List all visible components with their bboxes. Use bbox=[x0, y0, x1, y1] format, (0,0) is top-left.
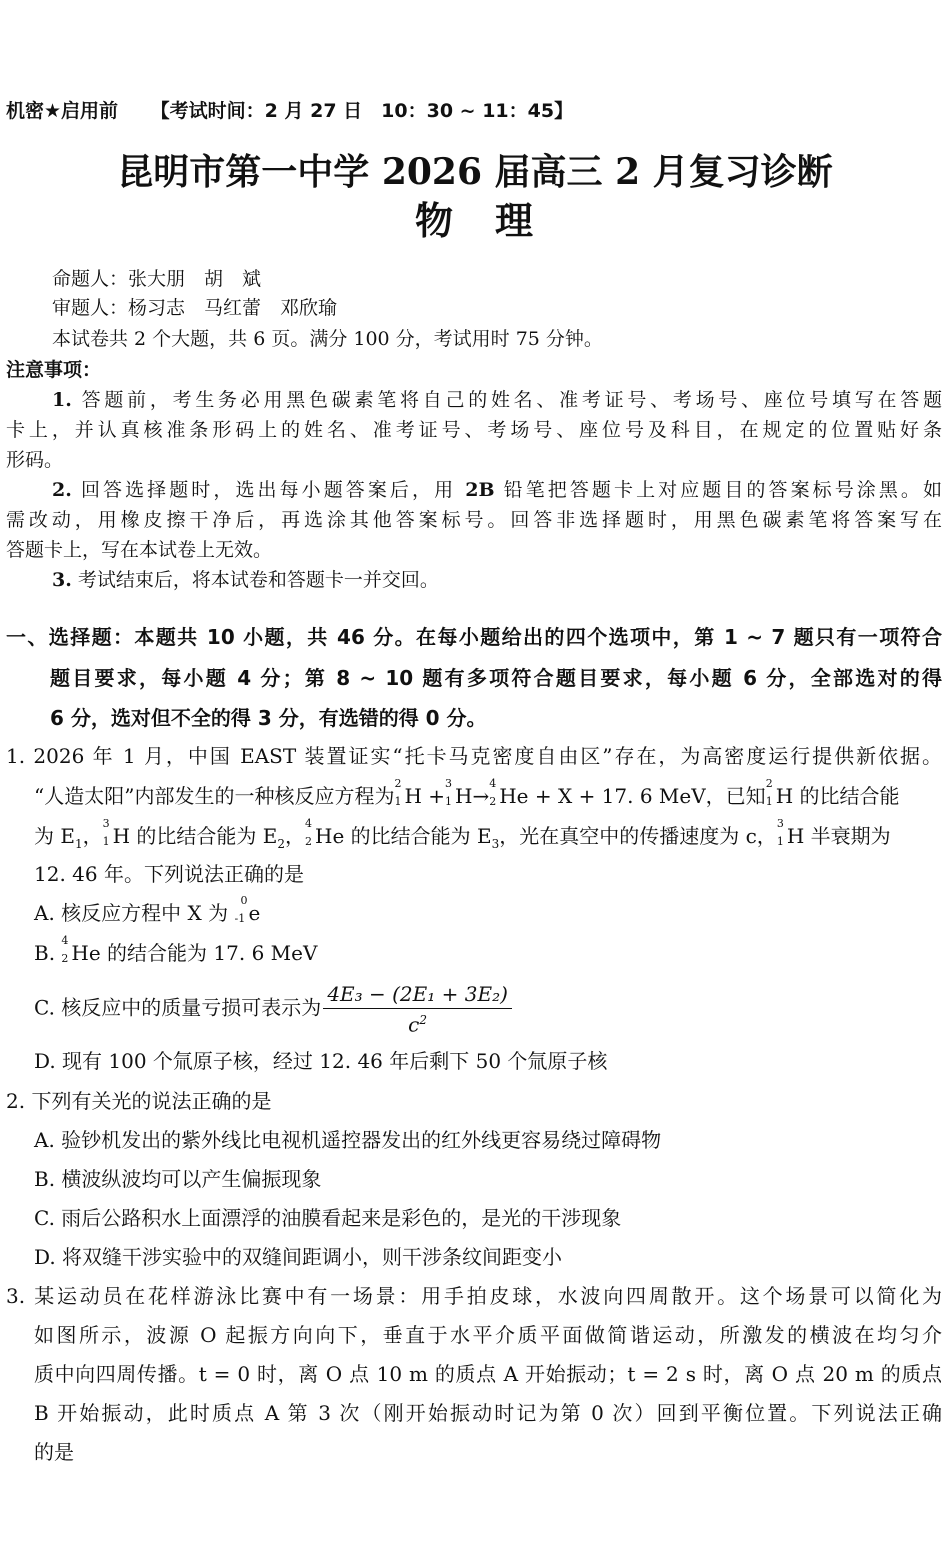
q1-option-b[interactable] bbox=[34, 934, 318, 965]
section-1-line-2: 题目要求，每小题 4 分；第 8 ~ 10 题有多项符合题目要求，每小题 6 分，全部选对的得 bbox=[50, 666, 942, 690]
note-3-number: 3. bbox=[52, 569, 72, 591]
section-1-line-1: 一、选择题：本题共 10 小题，共 46 分。在每小题给出的四个选项中，第 1 ~ 7 题只有一项符合 bbox=[6, 625, 942, 649]
header bbox=[6, 99, 573, 123]
note-2-line-2: 需改动，用橡皮擦干净后，再选涂其他答案标号。回答非选择题时，用黑色碳素笔将答案写在 bbox=[6, 509, 942, 531]
note-2-text-c: 铅笔把答题卡上对应题目的答案标号涂黑。如 bbox=[494, 479, 942, 501]
q1-option-d[interactable]: D. 现有 100 个氚原子核，经过 12. 46 年后剩下 50 个氚原子核 bbox=[34, 1049, 608, 1073]
note-2-number: 2. bbox=[52, 479, 72, 501]
note-1-number: 1. bbox=[52, 389, 72, 411]
note-1-line-2: 卡上，并认真核准条形码上的姓名、准考证号、考场号、座位号及科目，在规定的位置贴好条 bbox=[6, 419, 942, 441]
fraction-denominator: $c^2$ bbox=[408, 1012, 428, 1037]
q1-text-c: ，光在真空中的传播速度为 c， bbox=[499, 824, 777, 848]
q1-option-a[interactable] bbox=[34, 894, 261, 925]
q1-sep: ， bbox=[82, 824, 103, 848]
fraction-numerator: 4E₃ − (2E₁ + 3E₂) bbox=[323, 982, 512, 1009]
subject-title: 物 理 bbox=[414, 198, 535, 243]
exam-time: 【考试时间：2 月 27 日 10：30 ~ 11：45】 bbox=[150, 100, 574, 122]
exam-info: 本试卷共 2 个大题，共 6 页。满分 100 分，考试用时 75 分钟。 bbox=[52, 328, 603, 350]
note-1-line-3: 形码。 bbox=[6, 449, 64, 471]
page-title: 昆明市第一中学 2026 届高三 2 月复习诊断 bbox=[117, 151, 833, 193]
q1-line-3 bbox=[34, 817, 891, 856]
nuclide-tritium-3: 3 1 H 半衰期为 bbox=[776, 817, 891, 848]
note-3 bbox=[52, 568, 439, 592]
notes-heading: 注意事项： bbox=[6, 359, 102, 381]
q1-e1-label: 为 E bbox=[34, 824, 75, 848]
q3-line-4: B 开始振动，此时质点 A 第 3 次（刚开始振动时记为第 0 次）回到平衡位置。下列说法正确 bbox=[34, 1401, 942, 1425]
subscript: 3 bbox=[491, 837, 500, 851]
q1-text: “人造太阳”内部发生的一种核反应方程为 bbox=[34, 784, 395, 808]
note-2-line-1 bbox=[52, 478, 942, 502]
confidential-label: 机密★启用前 bbox=[6, 100, 119, 122]
q3-line-3: 质中向四周传播。t = 0 时，离 O 点 10 m 的质点 A 开始振动；t = 2 s 时，离 O 点 20 m 的质点 bbox=[34, 1362, 942, 1386]
nuclide-electron: 0 -1 e bbox=[234, 894, 261, 925]
q3-line-2: 如图所示，波源 O 起振方向向下，垂直于水平介质平面做简谐运动，所激发的横波在均匀介 bbox=[34, 1323, 942, 1347]
nuclide-helium-2: 4 2 He 的比结合能为 E bbox=[305, 817, 492, 848]
q1-option-c[interactable] bbox=[34, 982, 512, 1036]
note-1-text: 答题前，考生务必用黑色碳素笔将自己的姓名、准考证号、考场号、座位号填写在答题 bbox=[71, 389, 942, 411]
option-a-text: A. 核反应方程中 X 为 bbox=[34, 901, 229, 925]
section-1-line-3: 6 分，选对但不全的得 3 分，有选错的得 0 分。 bbox=[50, 706, 487, 730]
q1-line-4: 12. 46 年。下列说法正确的是 bbox=[34, 862, 304, 886]
q2-option-b[interactable]: B. 横波纵波均可以产生偏振现象 bbox=[34, 1167, 322, 1191]
option-b-label: B. bbox=[34, 941, 56, 965]
nuclide-deuterium: 2 1 H + bbox=[394, 777, 446, 808]
nuclide-tritium-2: 3 1 H 的比结合能为 E bbox=[102, 817, 278, 848]
note-2-text-a: 回答选择题时，选出每小题答案后，用 bbox=[71, 479, 466, 501]
nuclide-helium-3: 4 2 He 的结合能为 17. 6 MeV bbox=[61, 934, 318, 965]
q1-line-2 bbox=[34, 777, 900, 808]
option-c-text: C. 核反应中的质量亏损可表示为 bbox=[34, 995, 322, 1020]
note-3-text: 考试结束后，将本试卷和答题卡一并交回。 bbox=[71, 569, 439, 591]
q1-sep: ， bbox=[285, 824, 306, 848]
q3-line-1: 3. 某运动员在花样游泳比赛中有一场景：用手拍皮球，水波向四周散开。这个场景可以简化为 bbox=[6, 1284, 942, 1308]
nuclide-deuterium-2: 2 1 H 的比结合能 bbox=[765, 777, 900, 808]
subscript: 1 bbox=[74, 837, 83, 851]
q2-option-c[interactable]: C. 雨后公路积水上面漂浮的油膜看起来是彩色的，是光的干涉现象 bbox=[34, 1206, 622, 1230]
q3-line-5: 的是 bbox=[34, 1440, 74, 1464]
reviewer: 审题人：杨习志 马红蕾 邓欣瑜 bbox=[52, 297, 338, 319]
nuclide-tritium: 3 1 H→ bbox=[445, 777, 490, 808]
note-2-pencil: 2B bbox=[465, 479, 495, 501]
q2-option-d[interactable]: D. 将双缝干涉实验中的双缝间距调小，则干涉条纹间距变小 bbox=[34, 1245, 563, 1269]
q2-stem: 2. 下列有关光的说法正确的是 bbox=[6, 1089, 272, 1113]
note-2-line-3: 答题卡上，写在本试卷上无效。 bbox=[6, 539, 273, 561]
subscript: 2 bbox=[277, 837, 286, 851]
mass-defect-fraction bbox=[323, 982, 512, 1036]
q1-line-1: 1. 2026 年 1 月，中国 EAST 装置证实“托卡马克密度自由区”存在，为高密度运行提供新依据。 bbox=[6, 744, 942, 768]
q2-option-a[interactable]: A. 验钞机发出的紫外线比电视机遥控器发出的红外线更容易绕过障碍物 bbox=[34, 1128, 662, 1152]
setter: 命题人：张大朋 胡 斌 bbox=[52, 268, 262, 290]
note-1-line-1 bbox=[52, 388, 942, 412]
nuclide-helium: 4 2 He + X + 17. 6 MeV，已知 bbox=[489, 777, 766, 808]
